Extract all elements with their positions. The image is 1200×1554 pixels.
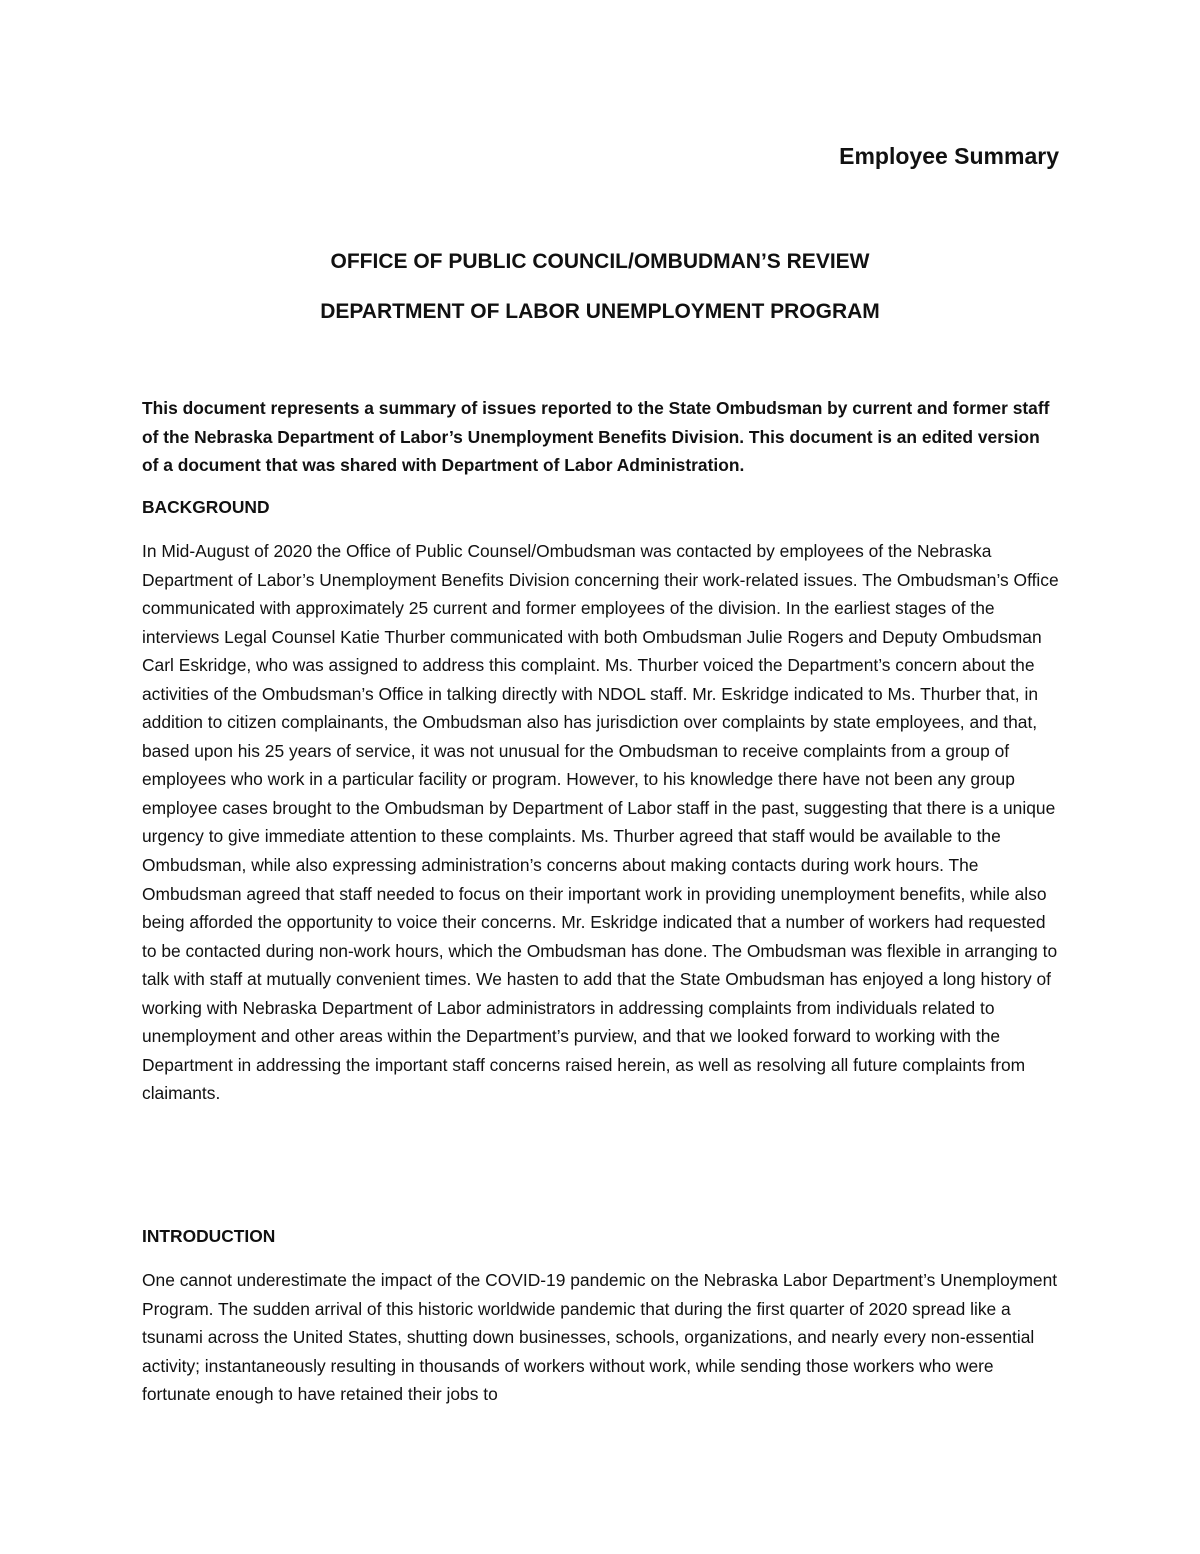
background-section-label: BACKGROUND [142,497,270,517]
introduction-paragraph: One cannot underestimate the impact of the COVID-19 pandemic on the Nebraska Labor Department’s Unemployment Program. The sudden arrival of this historic worldwide pandemic that during the first quarter of 2020 spread like a tsunami across the United States, shutting down businesses, schools, organizations, and nearly every non-essential activity; instantaneously resulting in thousands of workers without work, while sending those workers who were fortunate enough to have retained their jobs to [142,1270,1058,1405]
document-intro-note: This document represents a summary of issues reported to the State Ombudsman by current and former staff of the Nebraska Department of Labor’s Unemployment Benefits Division. This document is an edited version of a document that was shared with Department of Labor Administration. [142,398,1050,475]
office-review-heading: OFFICE OF PUBLIC COUNCIL/OMBUDMAN’S REVIEW [330,250,870,273]
employee-summary-title: Employee Summary [839,143,1059,169]
background-paragraph: In Mid-August of 2020 the Office of Public Counsel/Ombudsman was contacted by employees of the Nebraska Department of Labor’s Unemployment Benefits Division concerning their work-related issues. The Ombudsman’s Office communicated with approximately 25 current and former employees of the division. In the earliest stages of the interviews Legal Counsel Katie Thurber communicated with both Ombudsman Julie Rogers and Deputy Ombudsman Carl Eskridge, who was assigned to address this complaint. Ms. Thurber voiced the Department’s concern about the activities of the Ombudsman’s Office in talking directly with NDOL staff. Mr. Eskridge indicated to Ms. Thurber that, in addition to citizen complainants, the Ombudsman also has jurisdiction over complaints by state employees, and that, based upon his 25 years of service, it was not unusual for the Ombudsman to receive complaints from a group of employees who work in a particular facility or program. However, to his knowledge there have not been any group employee cases brought to the Ombudsman by Department of Labor staff in the past, suggesting that there is a unique urgency to give immediate attention to these complaints. Ms. Thurber agreed that staff would be available to the Ombudsman, while also expressing administration’s concerns about making contacts during work hours. The Ombudsman agreed that staff needed to focus on their important work in providing unemployment benefits, while also being afforded the opportunity to voice their concerns. Mr. Eskridge indicated that a number of workers had requested to be contacted during non-work hours, which the Ombudsman has done. The Ombudsman was flexible in arranging to talk with staff at mutually convenient times. We hasten to add that the State Ombudsman has enjoyed a long history of working with Nebraska Department of Labor administrators in addressing complaints from individuals related to unemployment and other areas within the Department’s purview, and that we looked forward to working with the Department in addressing the important staff concerns raised herein, as well as resolving all future complaints from claimants. [142,541,1059,1104]
program-heading: DEPARTMENT OF LABOR UNEMPLOYMENT PROGRAM [320,300,880,323]
introduction-section-label: INTRODUCTION [142,1226,276,1246]
